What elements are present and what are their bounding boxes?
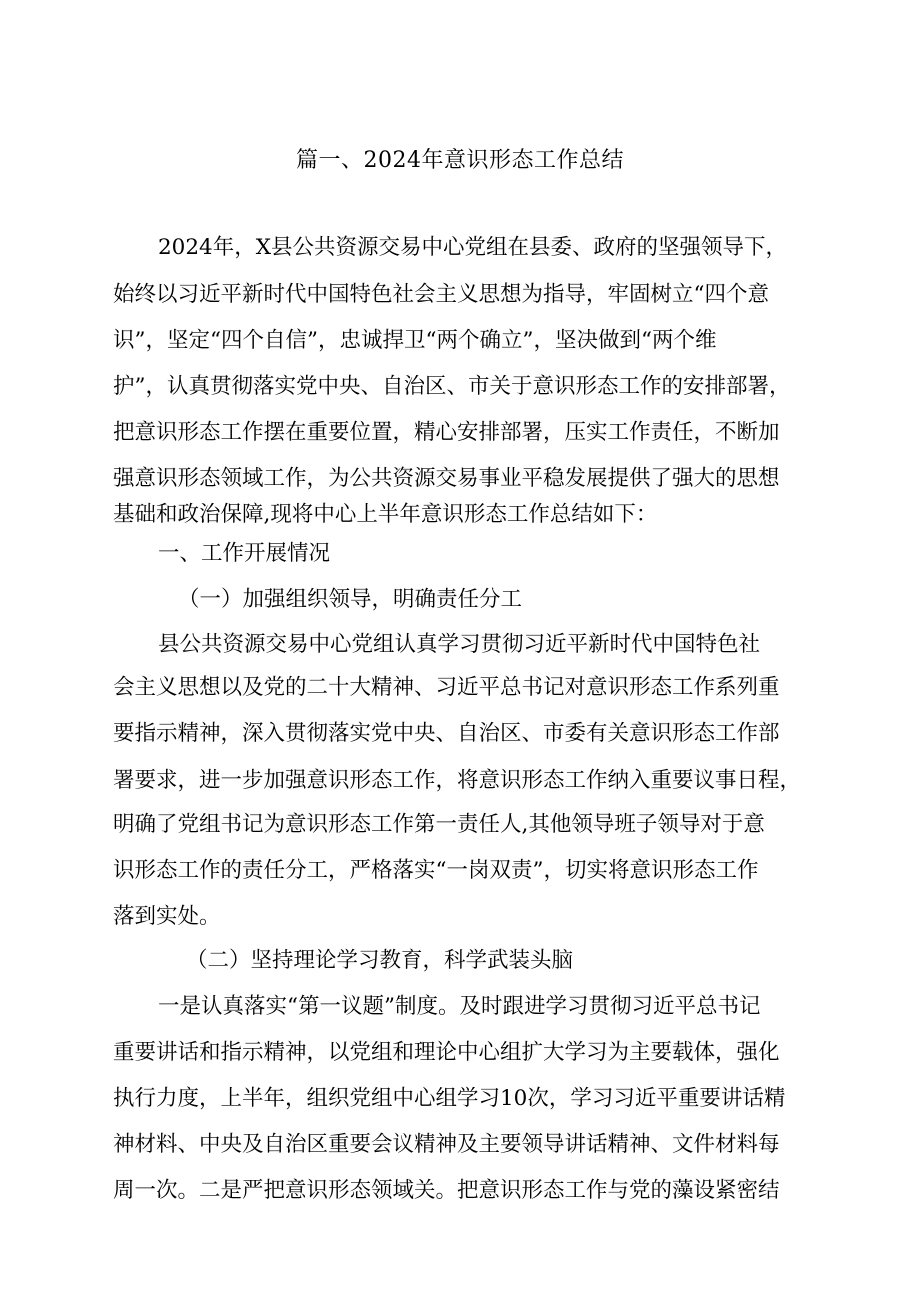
paragraph-line: 县公共资源交易中心党组认真学习贯彻习近平新时代中国特色社 xyxy=(158,632,761,657)
subsection-heading: （二）坚持理论学习教育，科学武装头脑 xyxy=(186,948,574,973)
document-title: 篇一、2024年意识形态工作总结 xyxy=(296,148,624,173)
paragraph-line: 基础和政治保障,现将中心上半年意识形态工作总结如下： xyxy=(113,502,658,527)
paragraph-line: 署要求，进一步加强意识形态工作，将意识形态工作纳入重要议事日程， xyxy=(113,768,802,793)
paragraph-line: 强意识形态领域工作，为公共资源交易事业平稳发展提供了强大的思想 xyxy=(113,466,780,491)
paragraph-line: 把意识形态工作摆在重要位置，精心安排部署，压实工作责任，不断加 xyxy=(113,420,780,445)
paragraph-line: 2024年，X县公共资源交易中心党组在县委、政府的坚强领导下， xyxy=(158,235,788,260)
paragraph-line: 执行力度，上半年，组织党组中心组学习10次，学习习近平重要讲话精 xyxy=(113,1086,786,1111)
subsection-heading: （一）加强组织领导，明确责任分工 xyxy=(178,587,523,612)
paragraph-line: 识”，坚定“四个自信”，忠诚捍卫“两个确立”，坚决做到“两个维 xyxy=(113,328,717,353)
paragraph-line: 会主义思想以及党的二十大精神、习近平总书记对意识形态工作系列重 xyxy=(113,675,780,700)
paragraph-line: 始终以习近平新时代中国特色社会主义思想为指导，牢固树立“四个意 xyxy=(113,282,769,307)
paragraph-line: 护”，认真贯彻落实党中央、自治区、市关于意识形态工作的安排部署， xyxy=(113,374,791,399)
section-heading: 一、工作开展情况 xyxy=(158,541,331,566)
paragraph-line: 神材料、中央及自治区重要会议精神及主要领导讲话精神、文件材料每 xyxy=(113,1132,780,1157)
paragraph-line: 一是认真落实“第一议题”制度。及时跟进学习贯彻习近平总书记 xyxy=(158,994,761,1019)
paragraph-line: 明确了党组书记为意识形态工作第一责任人,其他领导班子领导对于意 xyxy=(113,812,765,837)
paragraph-line: 要指示精神，深入贯彻落实党中央、自治区、市委有关意识形态工作部 xyxy=(113,721,780,746)
paragraph-line: 重要讲话和指示精神，以党组和理论中心组扩大学习为主要载体，强化 xyxy=(113,1040,780,1065)
paragraph-line: 落到实处。 xyxy=(113,904,221,929)
paragraph-line: 周一次。二是严把意识形态领域关。把意识形态工作与党的藻设紧密结 xyxy=(113,1178,780,1203)
paragraph-line: 识形态工作的责任分工，严格落实“一岗双责”，切实将意识形态工作 xyxy=(113,858,759,883)
